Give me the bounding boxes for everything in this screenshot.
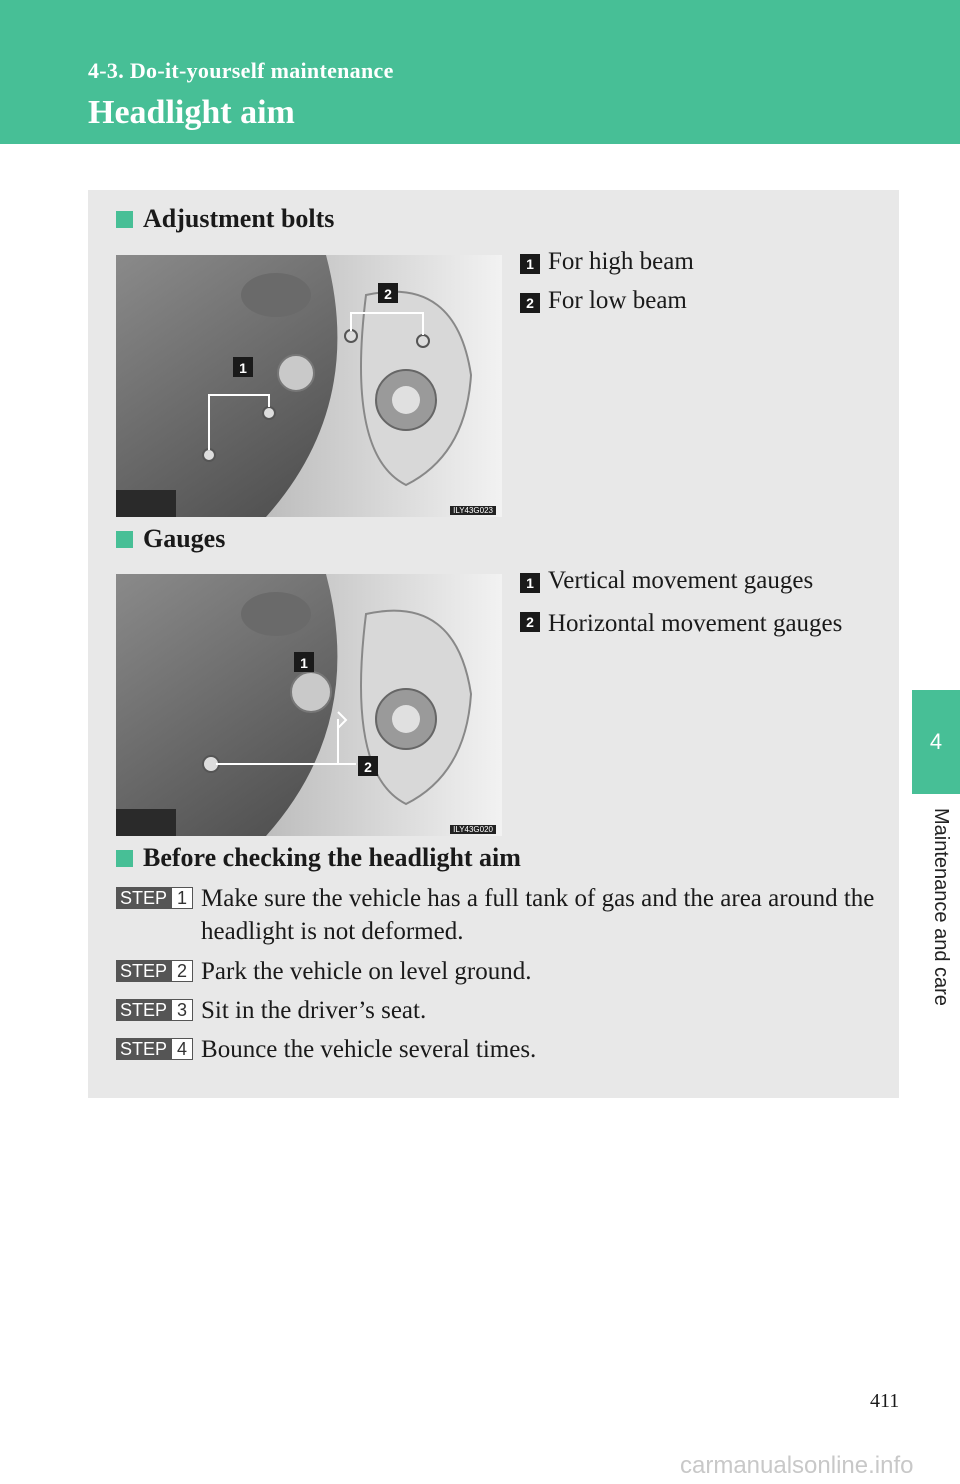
image-code: ILY43G020 [450, 825, 496, 834]
legend-text: Horizontal movement gauges [548, 610, 843, 637]
step-item [116, 1033, 876, 1066]
square-bullet-icon [116, 531, 133, 548]
step-text: Make sure the vehicle has a full tank of gas and the area around the headlight is not deformed. [201, 885, 875, 945]
heading-adjustment-bolts [116, 204, 334, 234]
legend-item [520, 248, 694, 276]
callout-1: 1 [300, 655, 308, 671]
legend-number: 1 [520, 573, 540, 593]
watermark: carmanualsonline.info [680, 1452, 914, 1479]
legend-item [520, 606, 865, 641]
legend-text: Vertical movement gauges [548, 567, 814, 594]
chapter-tab[interactable] [912, 690, 960, 794]
page-title: Headlight aim [88, 94, 295, 131]
legend-item [520, 287, 687, 315]
heading-text: Before checking the headlight aim [143, 843, 521, 872]
page-number: 411 [870, 1390, 900, 1412]
step-item [116, 882, 876, 948]
legend-number: 2 [520, 612, 540, 632]
legend-text: For high beam [548, 248, 694, 275]
figure-gauges [116, 574, 502, 836]
headlight-illustration [116, 255, 502, 517]
content-panel [88, 190, 899, 1098]
step-badge: STEP 3 [116, 999, 193, 1021]
step-text: Bounce the vehicle several times. [201, 1036, 537, 1063]
step-badge: STEP 4 [116, 1038, 193, 1060]
step-badge: STEP 1 [116, 887, 193, 909]
legend-text: For low beam [548, 287, 687, 314]
step-text: Sit in the driver’s seat. [201, 997, 427, 1024]
image-code: ILY43G023 [450, 506, 496, 515]
heading-text: Adjustment bolts [143, 204, 335, 233]
heading-before-checking [116, 843, 521, 873]
heading-text: Gauges [143, 524, 226, 553]
callout-2: 2 [384, 286, 392, 302]
legend-item [520, 567, 813, 595]
step-item [116, 994, 876, 1027]
bolt-marker-icon [345, 330, 357, 342]
square-bullet-icon [116, 211, 133, 228]
step-item [116, 955, 876, 988]
bolt-marker-icon [417, 335, 429, 347]
legend-number: 1 [520, 254, 540, 274]
chapter-number: 4 [929, 729, 943, 754]
header-bar [0, 0, 960, 144]
callout-2: 2 [364, 759, 372, 775]
bolt-marker-icon [263, 407, 275, 419]
headlight-illustration [116, 574, 502, 836]
heading-gauges [116, 524, 225, 554]
bolt-marker-icon [203, 449, 215, 461]
chapter-label: Maintenance and care [930, 808, 952, 1006]
callout-1: 1 [239, 360, 247, 376]
section-label: 4-3. Do-it-yourself maintenance [88, 58, 394, 83]
step-text: Park the vehicle on level ground. [201, 958, 532, 985]
step-badge: STEP 2 [116, 960, 193, 982]
legend-number: 2 [520, 293, 540, 313]
square-bullet-icon [116, 850, 133, 867]
figure-adjustment-bolts [116, 255, 502, 517]
